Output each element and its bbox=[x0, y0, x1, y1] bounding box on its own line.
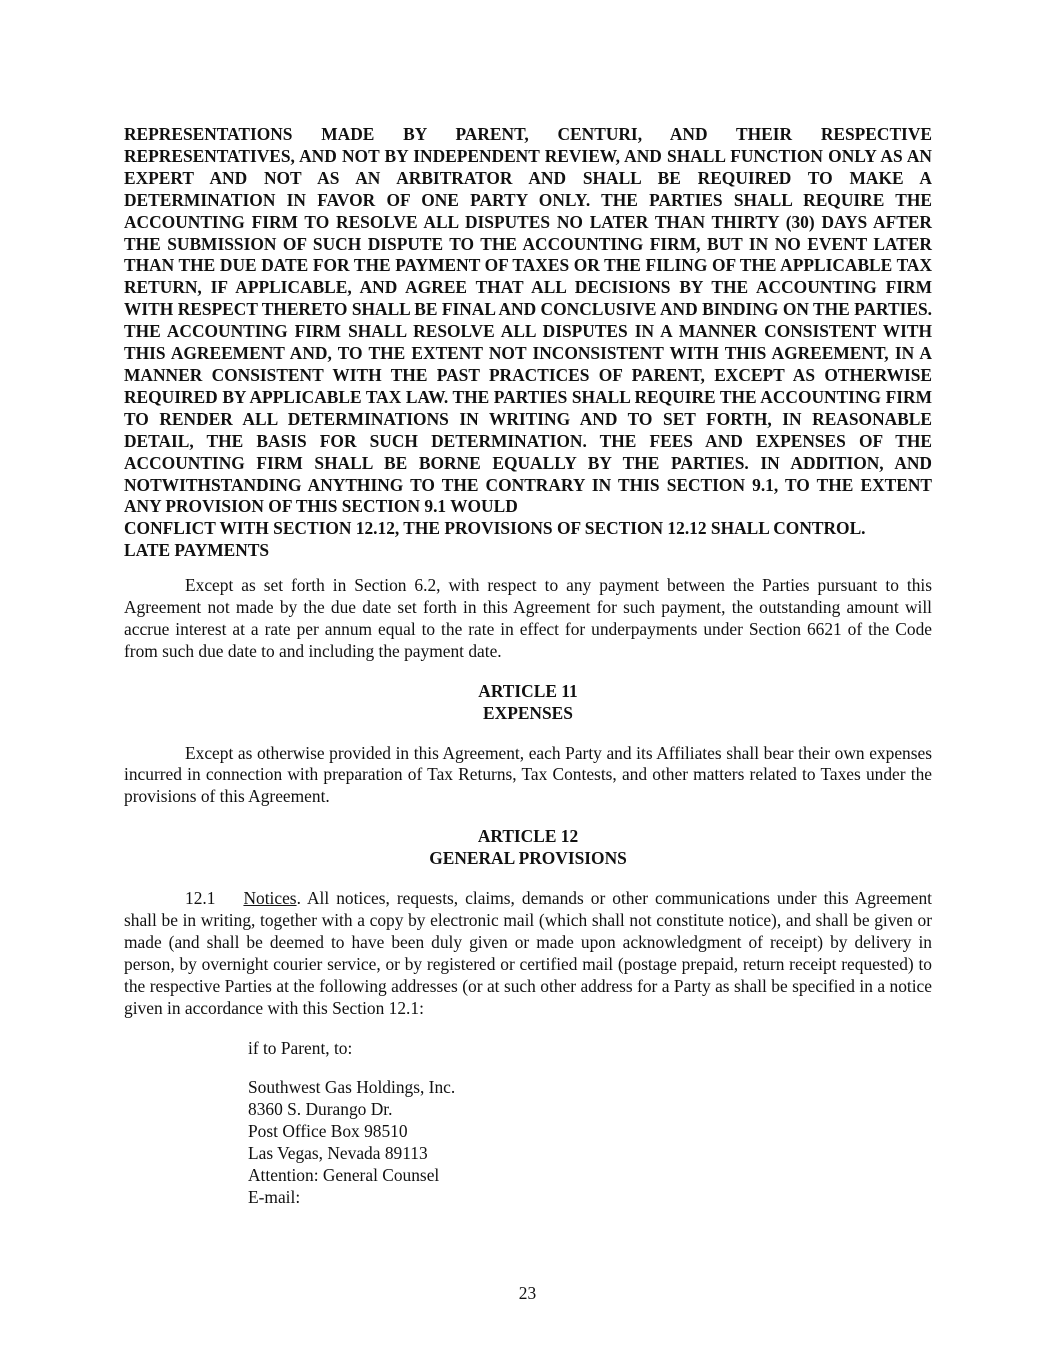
article-11-paragraph: Except as otherwise provided in this Agreement, each Party and its Affiliates shall bear their own expenses incurred in connection with preparation of Tax Returns, Tax Contests, and other matters related to Taxes under the provisions of this Agreement. bbox=[124, 742, 932, 807]
section-12-1-paragraph bbox=[124, 888, 932, 1019]
parent-address-line: 8360 S. Durango Dr. bbox=[248, 1099, 393, 1120]
parent-address-line: Attention: General Counsel bbox=[248, 1165, 440, 1186]
parent-address-line: Las Vegas, Nevada 89113 bbox=[248, 1143, 428, 1164]
continuation-text: REPRESENTATIONS MADE BY PARENT, CENTURI, AND THEIR RESPECTIVE REPRESENTATIVES, AND NOT BY INDEPENDENT REVIEW, AND SHALL FUNCTION ONLY AS AN EXPERT AND NOT AS AN ARBITRATOR AND SHALL BE REQUIRED TO MAKE A DETERMINATION IN FAVOR OF ONE PARTY ONLY. THE PARTIES SHALL REQUIRE THE ACCOUNTING FIRM TO RESOLVE ALL DISPUTES NO LATER THAN THIRTY (30) DAYS AFTER THE SUBMISSION OF SUCH DISPUTE TO THE ACCOUNTING FIRM, BUT IN NO EVENT LATER THAN THE DUE DATE FOR THE PAYMENT OF TAXES OR THE FILING OF THE APPLICABLE TAX RETURN, IF APPLICABLE, AND AGREE THAT ALL DECISIONS BY THE ACCOUNTING FIRM WITH RESPECT THERETO SHALL BE FINAL AND CONCLUSIVE AND BINDING ON THE PARTIES. THE ACCOUNTING FIRM SHALL RESOLVE ALL DISPUTES IN A MANNER CONSISTENT WITH THIS AGREEMENT AND, TO THE EXTENT NOT INCONSISTENT WITH THIS AGREEMENT, IN A MANNER CONSISTENT WITH THE PAST PRACTICES OF PARENT, EXCEPT AS OTHERWISE REQUIRED BY APPLICABLE TAX LAW. THE PARTIES SHALL REQUIRE THE ACCOUNTING FIRM TO RENDER ALL DETERMINATIONS IN WRITING AND TO SET FORTH, IN REASONABLE DETAIL, THE BASIS FOR SUCH DETERMINATION. THE FEES AND EXPENSES OF THE ACCOUNTING FIRM SHALL BE BORNE EQUALLY BY THE PARTIES. IN ADDITION, AND NOTWITHSTANDING ANYTHING TO THE CONTRARY IN THIS SECTION 9.1, TO THE EXTENT ANY PROVISION OF THIS SECTION 9.1 WOULD bbox=[124, 124, 932, 517]
parent-notice-block bbox=[248, 1038, 932, 1209]
tax-dispute-continuation bbox=[124, 124, 932, 540]
article-12-title: GENERAL PROVISIONS bbox=[429, 848, 627, 869]
parent-address-line: Southwest Gas Holdings, Inc. bbox=[248, 1077, 456, 1098]
document-page bbox=[124, 124, 932, 1209]
article-11-title: EXPENSES bbox=[483, 702, 573, 723]
late-payments-heading: LATE PAYMENTS bbox=[124, 540, 270, 561]
parent-address-line: Post Office Box 98510 bbox=[248, 1121, 408, 1142]
notices-label: Notices bbox=[243, 888, 297, 909]
parent-address-line: E-mail: bbox=[248, 1186, 301, 1207]
section-12-1-body: . All notices, requests, claims, demands or other communications under this Agreement shall be in writing, together with a copy by electronic mail (which shall not constitute notice), and shall be given or made (and shall be deemed to have been duly given or made upon acknowledgment of receipt) by delivery in person, by overnight courier service, or by registered or certified mail (postage prepaid, return receipt requested) to the respective Parties at the following addresses (or at such other address for a Party as shall be specified in a notice given in accordance with this Section 12.1: bbox=[124, 888, 932, 1018]
late-payments-paragraph: Except as set forth in Section 6.2, with respect to any payment between the Parties pursuant to this Agreement not made by the due date set forth in this Agreement for such payment, the outstanding amount will accrue interest at a rate per annum equal to the rate in effect for underpayments under Section 6621 of the Code from such due date to and including the payment date. bbox=[124, 575, 932, 661]
continuation-last-line: CONFLICT WITH SECTION 12.12, THE PROVISIONS OF SECTION 12.12 SHALL CONTROL. bbox=[124, 518, 866, 539]
article-12-number: ARTICLE 12 bbox=[477, 826, 579, 847]
page-number: 23 bbox=[518, 1283, 537, 1303]
parent-notice-intro: if to Parent, to: bbox=[248, 1037, 353, 1058]
article-11-number: ARTICLE 11 bbox=[478, 680, 578, 701]
section-12-1-number: 12.1 bbox=[185, 888, 216, 909]
